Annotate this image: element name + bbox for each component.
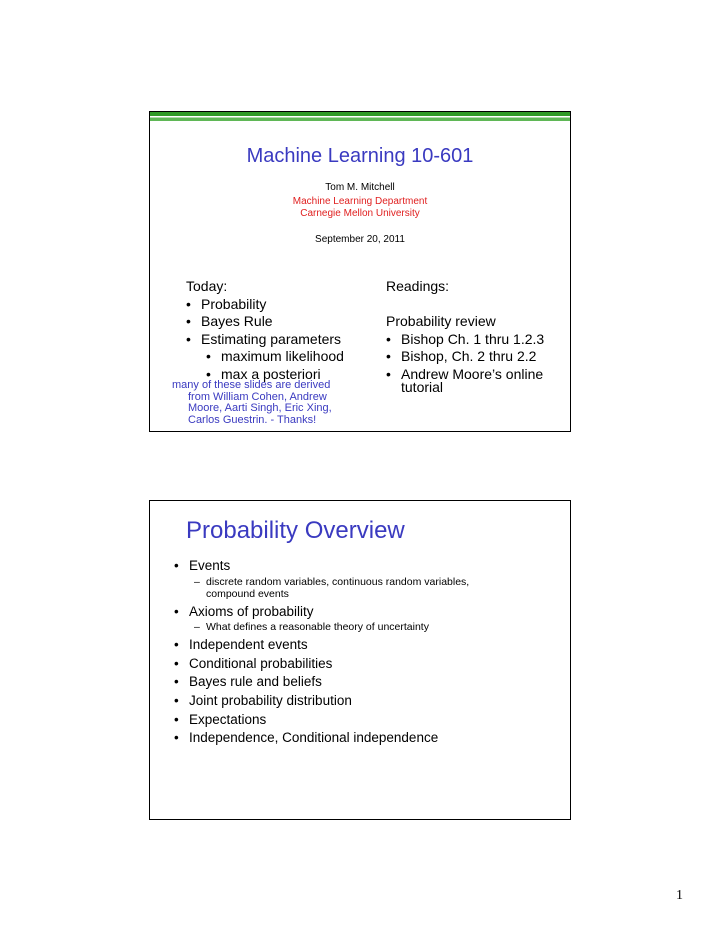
slide-header-bar (150, 112, 570, 121)
reading-item: • Bishop Ch. 1 thru 1.2.3 (386, 331, 544, 349)
reading-item: • Bishop, Ch. 2 thru 2.2 (386, 348, 544, 366)
credits-line: many of these slides are derived (172, 379, 331, 391)
overview-item: • Events (174, 557, 469, 576)
today-item: • Probability (186, 296, 344, 314)
today-heading: Today: (186, 278, 228, 294)
overview-item: • Bayes rule and beliefs (174, 673, 469, 692)
readings-subheading: Probability review (386, 313, 496, 330)
credits-line: from William Cohen, Andrew (188, 390, 327, 403)
department: Machine Learning Department (292, 196, 428, 207)
today-column (186, 278, 344, 384)
today-item: • Estimating parameters (186, 331, 344, 349)
overview-item: • Axioms of probability (174, 603, 469, 622)
subitem-text: What defines a reasonable theory of uncertainty (206, 621, 429, 634)
credits-note (172, 380, 352, 426)
author-name: Tom M. Mitchell (325, 182, 395, 193)
reading-item: • Andrew Moore’s online (386, 366, 544, 384)
overview-item: • Conditional probabilities (174, 655, 469, 674)
today-item: • Bayes Rule (186, 313, 344, 331)
credits-line: Carlos Guestrin. - Thanks! (188, 413, 317, 426)
subitem-text-continued: compound events (206, 587, 289, 600)
overview-item: • Joint probability distribution (174, 692, 469, 711)
overview-item: • Independent events (174, 636, 469, 655)
reading-item-continued: tutorial (401, 378, 444, 395)
overview-item: • Expectations (174, 711, 469, 730)
university: Carnegie Mellon University (300, 208, 420, 219)
overview-item: • Independence, Conditional independence (174, 729, 469, 748)
page-number: 1 (676, 888, 683, 903)
readings-column (386, 278, 544, 396)
subitem-text: discrete random variables, continuous random variables, (206, 575, 470, 588)
overview-subitem: – discrete random variables, continuous random variables, compound events (194, 575, 470, 600)
slide-1 (149, 111, 571, 432)
readings-heading: Readings: (386, 278, 450, 294)
overview-subitem: – What defines a reasonable theory of uncertainty (194, 621, 429, 634)
slide-title: Probability Overview (186, 517, 405, 544)
credits-line: Moore, Aarti Singh, Eric Xing, (188, 402, 332, 414)
slide-title: Machine Learning 10-601 (246, 145, 474, 167)
lecture-date: September 20, 2011 (315, 234, 405, 245)
slide-2 (149, 500, 571, 820)
today-subitem: • maximum likelihood (186, 348, 344, 366)
overview-list (174, 557, 469, 748)
today-subitem: • max a posteriori (186, 366, 344, 384)
